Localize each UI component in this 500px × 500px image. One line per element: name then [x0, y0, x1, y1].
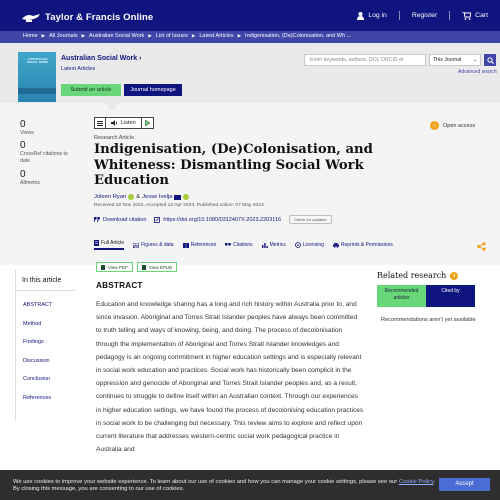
open-access-lock-icon: ∩ — [430, 121, 439, 130]
open-access-label: Open access — [443, 122, 476, 129]
download-buttons — [96, 262, 177, 272]
book-icon — [183, 243, 189, 248]
breadcrumb-latest[interactable]: Latest Articles — [199, 33, 234, 39]
breadcrumb-arrow-icon: ▶ — [191, 33, 196, 38]
journal-title: Australian Social Work — [61, 55, 138, 62]
related-research-title: Related research — [377, 271, 447, 280]
license-icon — [295, 242, 301, 248]
tab-full-article[interactable] — [94, 240, 124, 250]
image-icon — [133, 243, 139, 248]
search-scope-select[interactable] — [429, 54, 481, 66]
related-research-heading — [377, 271, 458, 280]
author-link[interactable]: Joleen Ryan — [94, 194, 127, 200]
chevron-down-icon: ⌄ — [472, 57, 477, 63]
breadcrumb-issues[interactable]: List of Issues — [155, 33, 188, 39]
chevron-right-icon: › — [139, 55, 142, 62]
document-icon — [94, 240, 99, 246]
tab-reprints-permissions[interactable] — [333, 242, 393, 248]
breadcrumb — [23, 33, 351, 39]
tab-label: Licensing — [302, 242, 324, 248]
toc-item-conclusion[interactable]: Conclusion — [23, 376, 51, 382]
register-link[interactable] — [412, 12, 437, 19]
register-label: Register — [411, 12, 438, 19]
metric-label: CrossRef citations to date — [20, 151, 68, 164]
author-link[interactable]: Jesse Ivelja — [142, 194, 173, 200]
doi-link[interactable] — [154, 217, 281, 223]
tab-label: Figures & data — [141, 242, 174, 248]
email-icon[interactable] — [174, 195, 181, 200]
submit-article-button[interactable]: Submit an article — [61, 84, 121, 96]
share-icon[interactable] — [477, 242, 486, 251]
view-epub-label: View EPUB — [148, 264, 173, 270]
author-list — [94, 194, 189, 200]
tab-label: Metrics — [269, 242, 286, 248]
metric-views — [20, 119, 34, 137]
journal-subtitle: Latest Articles — [61, 66, 96, 72]
toc-item-method[interactable]: Method — [23, 320, 42, 327]
toc-heading: In this article — [15, 270, 75, 291]
menu-icon[interactable] — [95, 118, 106, 128]
abstract-text: Education and knowledge sharing has a long and rich history within Australia prior to, and since invasion. Aboriginal and Torres Strait Islander peoples have always been committed to truth telling and ways of knowing, being, and doing. The process of decolonisation through the implementation of Aboriginal and Torres Strait Islander knowledges and pedagogy is an ongoing commitment in higher education settings and is especially relevant in social work education and practices. Social work has historically been complicit in the oppression and genocide of Aboriginal and Torres Strait Islander peoples and, as a result, continues to struggle to define itself within an Australian context. Through our experiences in higher education settings, we have found the process of decolonising education practices in social work to be challenging but necessary. This review aims to explore and reflect upon current literature that addresses western-centric social work pedagogical practice in Australia and — [96, 301, 364, 454]
login-link[interactable] — [357, 12, 387, 20]
cookie-message — [13, 479, 443, 493]
tab-figures-data[interactable] — [133, 242, 174, 248]
tab-citations[interactable] — [225, 242, 252, 248]
cookie-banner — [0, 470, 500, 500]
breadcrumb-arrow-icon: ▶ — [237, 33, 242, 38]
login-label: Log in — [368, 12, 387, 19]
abstract-heading: ABSTRACT — [96, 281, 143, 290]
breadcrumb-current: Indigenisation, (De)Colonisation, and Wh ... — [245, 33, 352, 39]
tab-licensing[interactable] — [295, 242, 324, 248]
epub-icon — [142, 265, 146, 270]
metric-value: 0 — [20, 119, 26, 130]
metric-value: 0 — [20, 140, 26, 151]
cart-label: Cart — [475, 12, 488, 19]
search-button[interactable] — [484, 54, 496, 66]
speaker-icon — [111, 120, 118, 126]
tab-metrics[interactable] — [262, 242, 286, 248]
recommendations-message: Recommendations aren't yet available — [381, 317, 476, 323]
listen-toolbar — [94, 117, 154, 129]
breadcrumb-arrow-icon: ▶ — [81, 33, 86, 38]
breadcrumb-arrow-icon: ▶ — [148, 33, 152, 38]
play-icon[interactable] — [142, 118, 153, 128]
metric-value: 0 — [20, 169, 26, 180]
search-scope-value: This Journal — [433, 57, 462, 63]
search-icon — [487, 57, 494, 64]
user-icon — [357, 12, 364, 20]
metric-altmetric — [20, 169, 40, 187]
view-epub-button[interactable] — [137, 262, 177, 272]
toc-item-discussion[interactable]: Discussion — [23, 357, 50, 364]
orcid-icon[interactable] — [128, 194, 134, 200]
tab-label: Full Article — [101, 240, 125, 246]
open-access-badge — [430, 121, 475, 130]
tab-label: Citations — [233, 242, 253, 248]
breadcrumb-journal[interactable]: Australian Social Work — [89, 33, 145, 39]
download-citation-link[interactable] — [94, 217, 146, 223]
site-header — [0, 0, 500, 31]
journal-cover-image[interactable] — [18, 52, 56, 102]
article-type: Research Article — [94, 135, 135, 141]
quote-icon — [225, 243, 231, 248]
header-divider — [399, 11, 400, 20]
tab-label: References — [190, 242, 217, 248]
link-icon — [154, 217, 160, 223]
header-notch — [104, 103, 120, 111]
tab-references[interactable] — [183, 242, 217, 248]
tab-label: Reprints & Permissions — [340, 242, 393, 248]
check-for-updates-button[interactable]: Check for updates — [289, 215, 331, 224]
bar-chart-icon — [262, 243, 268, 248]
advanced-search-link[interactable]: Advanced search — [458, 69, 497, 75]
cookie-text-after: . By closing this message, you are consenting to our use of cookies. — [13, 479, 436, 492]
lamp-logo-icon — [21, 11, 41, 23]
journal-title-link[interactable] — [61, 55, 141, 62]
author-separator: & — [136, 194, 141, 200]
article-tabs — [94, 240, 393, 250]
article-title: Indigenisation, (De)Colonisation, and Whiteness: Dismantling Social Work Education — [94, 142, 373, 188]
cover-title: AUSTRALIAN SOCIAL WORK — [26, 57, 49, 65]
cookie-policy-link[interactable]: Cookie Policy — [398, 479, 434, 485]
cookie-text-before: We use cookies to improve your website experience. To learn about our use of cookies and how you can manage your cookie settings, please see our — [13, 479, 398, 485]
metric-label: Views — [20, 130, 34, 136]
view-pdf-label: View PDF — [108, 264, 128, 270]
download-citation-label: Download citation — [103, 216, 147, 223]
brand-name: Taylor & Francis Online — [45, 11, 154, 23]
metric-label: Altmetric — [20, 180, 41, 186]
breadcrumb-bar — [0, 31, 500, 43]
view-pdf-button[interactable] — [96, 262, 133, 272]
journal-homepage-button[interactable]: Journal homepage — [124, 84, 182, 96]
publication-dates: Received 02 Nov 2022, Accepted 12 Apr 2023, Published online: 07 May 2023 — [94, 203, 264, 208]
tab-cited-by[interactable]: Cited by — [426, 285, 475, 307]
quote-icon — [94, 217, 100, 222]
breadcrumb-arrow-icon: ▶ — [41, 33, 46, 38]
header-divider — [449, 11, 450, 20]
tab-recommended-articles[interactable]: Recommended articles — [377, 285, 426, 307]
site-logo[interactable] — [21, 10, 153, 24]
orcid-icon[interactable] — [183, 194, 189, 200]
metric-crossref — [20, 140, 70, 164]
toc-item-abstract[interactable]: ABSTRACT — [23, 302, 53, 308]
doi-label: https://doi.org/10.1080/0312407X.2023.2203116 — [163, 216, 282, 223]
cover-band — [18, 88, 56, 94]
cart-icon — [462, 12, 471, 20]
toc-item-references[interactable]: References — [23, 394, 52, 401]
info-icon[interactable]: i — [450, 272, 458, 280]
toc-item-findings[interactable]: Findings — [23, 339, 44, 345]
accept-cookies-button[interactable]: Accept — [439, 478, 490, 491]
pdf-icon — [101, 265, 105, 270]
article-toc — [15, 270, 75, 407]
breadcrumb-all-journals[interactable]: All Journals — [49, 33, 78, 39]
related-research-tabs — [377, 285, 475, 307]
listen-label: Listen — [121, 120, 136, 126]
article-actions — [94, 215, 332, 224]
cart-link[interactable] — [462, 12, 488, 20]
search-input[interactable]: Enter keywords, authors, DOI, ORCID et — [304, 54, 426, 66]
listen-button[interactable] — [106, 118, 142, 128]
breadcrumb-home[interactable]: Home — [23, 33, 38, 39]
print-icon — [333, 243, 339, 248]
